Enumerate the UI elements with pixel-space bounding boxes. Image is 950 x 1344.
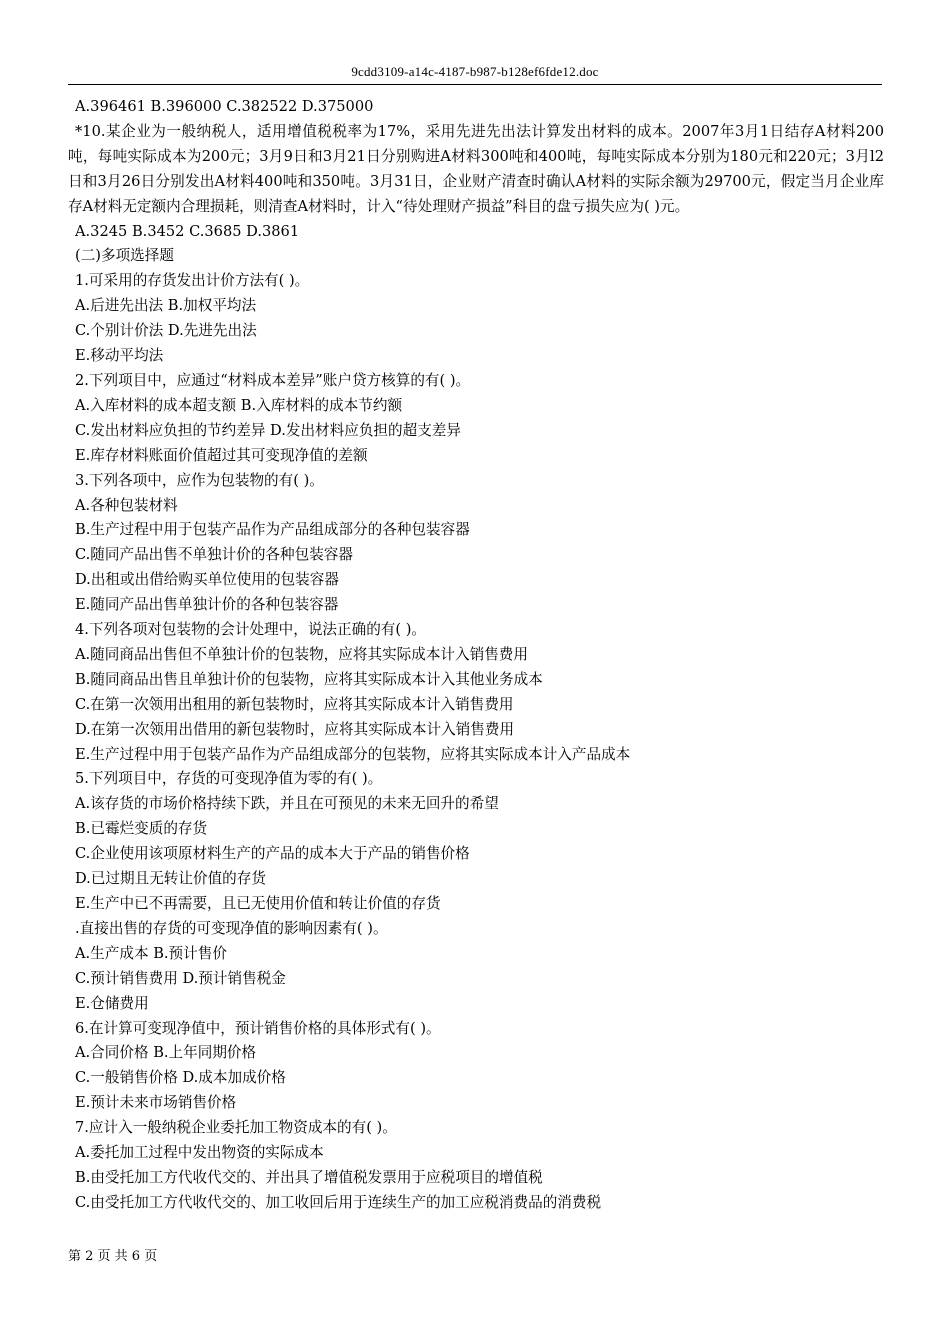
text-line: D.已过期且无转让价值的存货	[75, 870, 266, 888]
text-line: B.随同商品出售且单独计价的包装物，应将其实际成本计入其他业务成本	[75, 670, 543, 688]
text-line: A.合同价格 B.上年同期价格	[75, 1044, 257, 1062]
text-line: E.随同产品出售单独计价的各种包装容器	[75, 596, 339, 614]
text-line: 7.应计入一般纳税企业委托加工物资成本的有( )。	[75, 1119, 397, 1137]
text-line: C.发出材料应负担的节约差异 D.发出材料应负担的超支差异	[75, 421, 461, 439]
text-line: E.生产中已不再需要，且已无使用价值和转让价值的存货	[75, 895, 441, 912]
document-filename: 9cdd3109-a14c-4187-b987-b128ef6fde12.doc	[351, 64, 599, 79]
text-line: A.各种包装材料	[75, 496, 178, 514]
text-line: B.生产过程中用于包装产品作为产品组成部分的各种包装容器	[75, 521, 470, 539]
text-line: C.由受托加工方代收代交的、加工收回后用于连续生产的加工应税消费品的消费税	[75, 1193, 602, 1211]
text-line: .直接出售的存货的可变现净值的影响因素有( )。	[75, 919, 388, 937]
text-line: E.库存材料账面价值超过其可变现净值的差额	[75, 446, 368, 464]
text-line: C.个别计价法 D.先进先出法	[75, 322, 257, 340]
text-line: E.移动平均法	[75, 347, 164, 365]
header-divider	[68, 84, 882, 85]
text-line: 5.下列项目中，存货的可变现净值为零的有( )。	[75, 770, 383, 788]
text-line: C.在第一次领用出租用的新包装物时，应将其实际成本计入销售费用	[75, 695, 514, 713]
text-line: E.仓储费用	[75, 994, 149, 1012]
text-line: D.出租或出借给购买单位使用的包装容器	[75, 571, 339, 589]
text-line: (二)多项选择题	[75, 247, 174, 265]
text-line: A.生产成本 B.预计售价	[75, 944, 227, 962]
question-10-text: *10.某企业为一般纳税人，适用增值税税率为17%，采用先进先出法计算发出材料的成本。2007年3月1日结存A材料200吨，每吨实际成本为200元；3月9日和3月21日分别购进A材料300吨和400吨，每吨实际成本分别为180元和220元；3月l2日和3月26日分别发出A材料400吨和350吨。3月31日，企业财产清查时确认A材料的实际余额为29700元，假定当月企业库存A材料无定额内合理损耗，则清查A材料时，计入“待处理财产损益”科目的盘亏损失应为( )元。	[68, 122, 884, 215]
text-line: 3.下列各项中，应作为包装物的有( )。	[75, 471, 324, 489]
text-line: B.由受托加工方代收代交的、并出具了增值税发票用于应税项目的增值税	[75, 1168, 543, 1186]
question-list	[68, 220, 884, 1216]
text-line: B.已霉烂变质的存货	[75, 820, 208, 838]
text-line: 2.下列项目中，应通过“材料成本差异”账户贷方核算的有( )。	[75, 371, 471, 389]
question-10	[68, 120, 884, 220]
text-line: A.后进先出法 B.加权平均法	[75, 297, 257, 315]
text-line: E.生产过程中用于包装产品作为产品组成部分的包装物，应将其实际成本计入产品成本	[75, 745, 631, 763]
text-line: 4.下列各项对包装物的会计处理中，说法正确的有( )。	[75, 621, 427, 639]
text-line: E.预计未来市场销售价格	[75, 1094, 237, 1112]
text-line: A.该存货的市场价格持续下跌，并且在可预见的未来无回升的希望	[75, 795, 499, 813]
text-line: A.随同商品出售但不单独计价的包装物，应将其实际成本计入销售费用	[75, 645, 528, 663]
answer-options-q9: A.396461 B.396000 C.382522 D.375000	[75, 98, 374, 115]
text-line: C.随同产品出售不单独计价的各种包装容器	[75, 546, 353, 564]
text-line: A.委托加工过程中发出物资的实际成本	[75, 1144, 324, 1162]
text-line: 1.可采用的存货发出计价方法有( )。	[75, 272, 310, 290]
text-line: C.预计销售费用 D.预计销售税金	[75, 969, 286, 987]
text-line: A.3245 B.3452 C.3685 D.3861	[75, 222, 300, 240]
document-body	[68, 95, 884, 1216]
page-footer: 第 2 页 共 6 页	[68, 1249, 158, 1264]
text-line: A.入库材料的成本超支额 B.入库材料的成本节约额	[75, 396, 403, 414]
text-line: D.在第一次领用出借用的新包装物时，应将其实际成本计入销售费用	[75, 720, 515, 738]
text-line: 6.在计算可变现净值中，预计销售价格的具体形式有( )。	[75, 1019, 441, 1037]
text-line: C.企业使用该项原材料生产的产品的成本大于产品的销售价格	[75, 845, 470, 863]
text-line: C.一般销售价格 D.成本加成价格	[75, 1069, 286, 1087]
